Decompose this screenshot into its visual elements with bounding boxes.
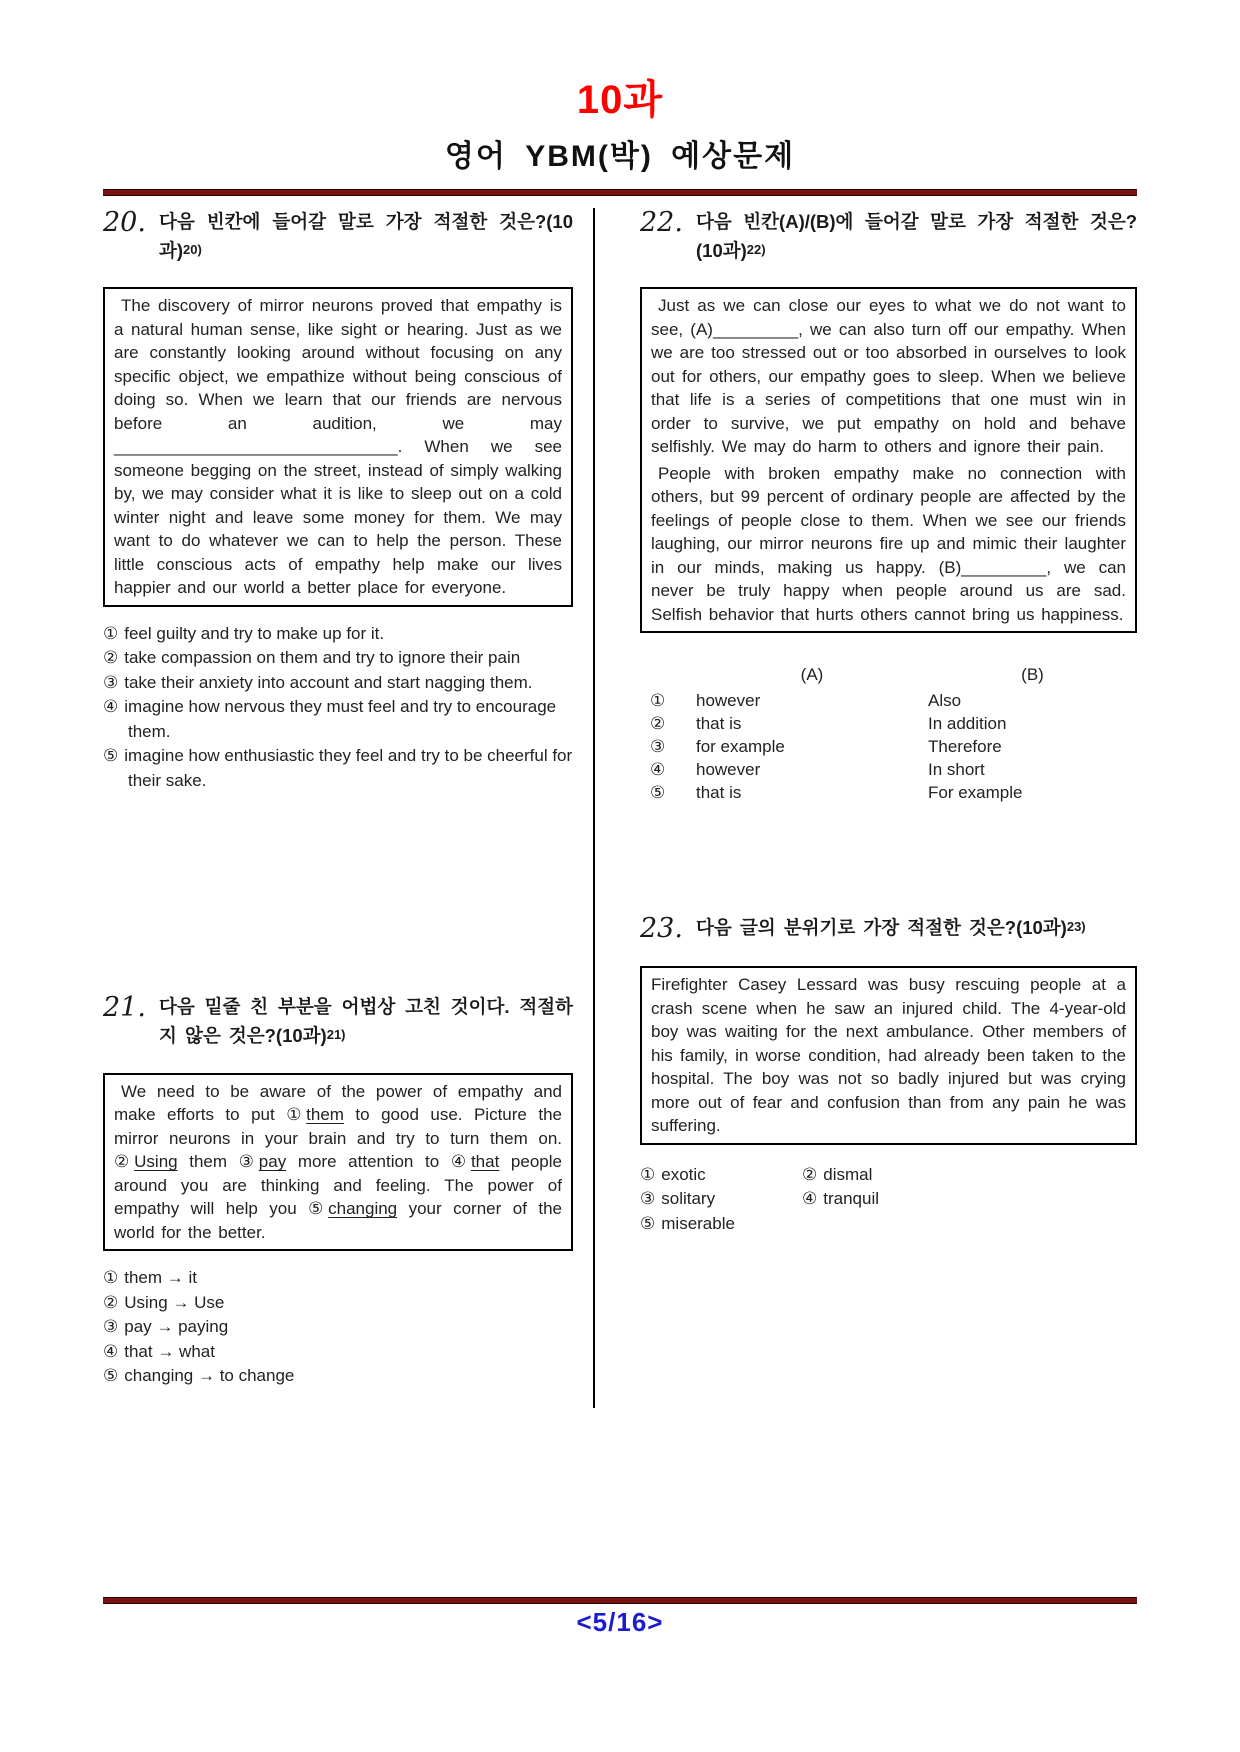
empty-cell <box>644 663 696 686</box>
footnote-marker: 20) <box>183 241 202 257</box>
passage-paragraph-2: People with broken empathy make no connection with others, but 99 percent of ordinary people are affected by the feelings of people close to them. When we see our friends laughing, our mirror neurons fire up and mimic their laughter in our minds, making us happy. (B)_________, we can never be truly happy when people around us are sad. Selfish behavior that hurts others cannot bring us happiness. <box>651 463 1126 624</box>
option-marker: ④ <box>802 1189 818 1209</box>
option-marker: ⑤ <box>640 1213 656 1233</box>
option-b-text: Also <box>928 691 962 711</box>
question-21-options <box>103 1266 573 1389</box>
option <box>103 1291 573 1316</box>
option-text: imagine how enthusiastic they feel and try to be cheerful for their sake. <box>124 746 573 790</box>
option <box>103 1340 573 1365</box>
question-20-options <box>103 622 573 794</box>
option <box>103 1266 573 1291</box>
option-marker: ⑤ <box>103 746 119 766</box>
option-marker: ④ <box>103 1341 119 1361</box>
option-text: dismal <box>823 1164 873 1184</box>
question-number: 23. <box>640 913 683 945</box>
question-23-passage-box <box>640 966 1137 1145</box>
option-text: solitary <box>661 1189 716 1209</box>
horizontal-rule-top <box>103 189 1137 196</box>
question-prompt: 다음 글의 분위기로 가장 적절한 것은?(10과)23) <box>696 917 1086 939</box>
passage-text: The discovery of mirror neurons proved that empathy is a natural human sense, like sight or hearing. Just as we are constantly looking around without focusing on any specific object, we empathize without being conscious of doing so. When we learn that our friends are nervous before an audition, we may ______________________________. When we see someone begging on the street, instead of simply walking by, we may consider what it is like to sleep out on a cold winter night and leave some money for them. We may want to do whatever we can to help the person. These little conscious acts of empathy help make our lives happier and our world a better place for everyone. <box>114 296 562 598</box>
option <box>802 1163 1137 1188</box>
option-marker: ② <box>802 1164 818 1184</box>
option-marker: ③ <box>103 1317 119 1337</box>
footnote-marker: 23) <box>1066 919 1086 935</box>
option-a-text: however <box>696 691 761 711</box>
answer-table-row <box>644 758 1137 781</box>
option-marker: ② <box>650 714 666 734</box>
question-prompt: 다음 빈칸에 들어갈 말로 가장 적절한 것은?(10과)20) <box>159 211 573 261</box>
answer-table-row <box>644 735 1137 758</box>
option-marker: ① <box>640 1164 656 1184</box>
option-a-text: however <box>696 760 761 780</box>
two-column-layout <box>103 208 1137 1408</box>
option-marker: ① <box>650 691 666 711</box>
question-21-header <box>103 993 573 1050</box>
question-22-answer-table <box>644 663 1137 804</box>
option <box>640 1212 802 1237</box>
question-23-header <box>640 914 1137 944</box>
document-title: 영어 YBM(박) 예상문제 <box>444 140 796 173</box>
answer-table-row <box>644 689 1137 712</box>
option-text: tranquil <box>823 1189 880 1209</box>
question-23 <box>640 914 1137 1236</box>
question-20-passage-box <box>103 287 573 607</box>
question-number: 21. <box>103 992 146 1024</box>
question-number: 20. <box>103 207 146 238</box>
passage-paragraph-1: Just as we can close our eyes to what we do not want to see, (A)_________, we can also turn off our empathy. When we are too stressed out or too absorbed in ourselves to look out for others, our empathy goes to sleep. When we believe that life is a series of competitions that one must win in order to survive, we put empathy on hold and behave selfishly. We may do harm to others and ignore their pain. <box>651 296 1126 457</box>
option-b-text: In addition <box>928 714 1007 734</box>
option-marker: ③ <box>640 1189 656 1209</box>
option-b-text: For example <box>928 783 1023 803</box>
option-text: feel guilty and try to make up for it. <box>124 623 385 643</box>
option <box>103 671 573 696</box>
question-22-passage-box <box>640 287 1137 633</box>
horizontal-rule-bottom <box>103 1597 1137 1604</box>
option <box>640 1187 802 1212</box>
option-text: take their anxiety into account and start nagging them. <box>124 672 533 692</box>
option-marker: ③ <box>103 672 119 692</box>
option-marker: ③ <box>650 737 666 757</box>
option-text: exotic <box>661 1164 706 1184</box>
option-marker: ② <box>103 1292 119 1312</box>
option <box>103 622 573 647</box>
option <box>103 744 573 793</box>
option-text: changing → to change <box>124 1366 295 1386</box>
question-22 <box>640 208 1137 804</box>
question-prompt: 다음 밑줄 친 부분을 어법상 고친 것이다. 적절하지 않은 것은?(10과)21) <box>159 996 573 1047</box>
option-text: pay → paying <box>124 1317 229 1337</box>
column-a-header: (A) <box>800 665 824 685</box>
question-20 <box>103 208 573 793</box>
option-text: them → it <box>124 1268 197 1288</box>
footnote-marker: 22) <box>746 241 766 257</box>
question-22-header <box>640 208 1137 265</box>
passage-text: Firefighter Casey Lessard was busy rescuing people at a crash scene when he saw an injured child. The 4-year-old boy was waiting for the next ambulance. Other members of his family, in worse condition, had already been taken to the hospital. The boy was not so badly injured but was crying more out of fear and confusion than from any pain he was suffering. <box>651 975 1126 1136</box>
option-marker: ① <box>103 623 119 643</box>
option-marker: ⑤ <box>650 783 666 803</box>
passage-text: We need to be aware of the power of empathy and make efforts to put ①them to good use. Picture the mirror neurons in your brain and try to turn them on. ②Using them ③pay more attention to ④that people around you are thinking and feeling. The power of empathy will help you ⑤changing your corner of the world for the better. <box>114 1081 562 1242</box>
option-marker: ② <box>103 648 119 668</box>
option-a-text: that is <box>696 714 742 734</box>
question-21 <box>103 993 573 1388</box>
option-text: imagine how nervous they must feel and try to encourage them. <box>124 697 557 741</box>
option-text: miserable <box>661 1213 735 1233</box>
answer-table-header <box>644 663 1137 686</box>
footnote-marker: 21) <box>326 1027 346 1043</box>
option <box>103 1315 573 1340</box>
left-column <box>103 208 573 1389</box>
option-marker: ④ <box>103 697 119 717</box>
option-a-text: that is <box>696 783 742 803</box>
question-20-header <box>103 208 573 265</box>
question-number: 22. <box>640 207 683 238</box>
option-marker: ⑤ <box>103 1366 119 1386</box>
option <box>103 1364 573 1389</box>
option <box>802 1187 1137 1212</box>
option-text: take compassion on them and try to ignore their pain <box>124 648 521 668</box>
lesson-title: 10과 <box>576 78 664 122</box>
option-b-text: Therefore <box>928 737 1002 757</box>
column-b-header: (B) <box>1021 665 1044 685</box>
right-column <box>595 208 1137 1236</box>
option-marker: ① <box>103 1268 119 1288</box>
page-number: <5/16> <box>576 1607 664 1637</box>
option-text: that → what <box>124 1341 215 1361</box>
question-23-options <box>640 1163 1137 1237</box>
option-a-text: for example <box>696 737 785 757</box>
question-21-passage-box <box>103 1073 573 1252</box>
option <box>103 646 573 671</box>
option-b-text: In short <box>928 760 985 780</box>
option <box>103 695 573 744</box>
option <box>640 1163 802 1188</box>
question-prompt: 다음 빈칸(A)/(B)에 들어갈 말로 가장 적절한 것은?(10과)22) <box>696 211 1137 261</box>
option-text: Using → Use <box>124 1292 225 1312</box>
option-marker: ④ <box>650 760 666 780</box>
answer-table-row <box>644 712 1137 735</box>
answer-table-row <box>644 781 1137 804</box>
